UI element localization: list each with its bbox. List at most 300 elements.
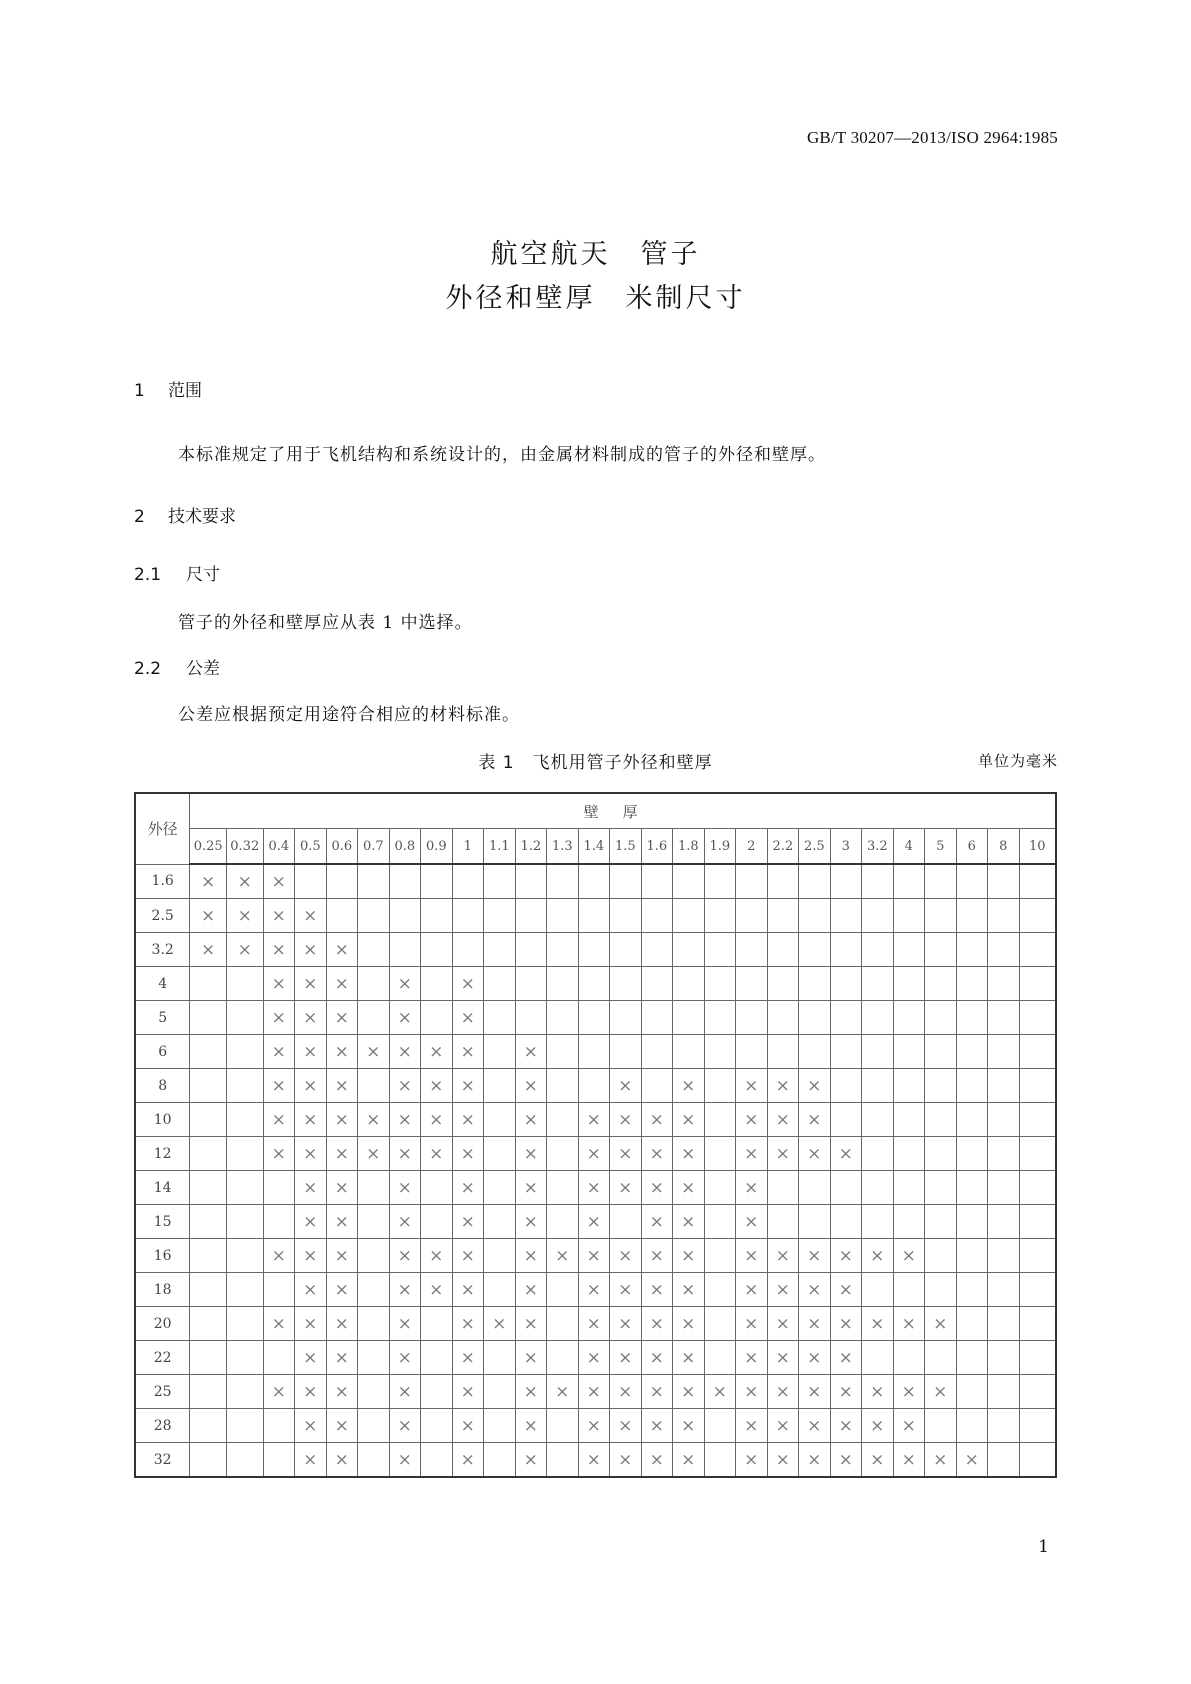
available-mark-cell: ×: [830, 1443, 862, 1478]
available-mark-cell: ×: [326, 1001, 358, 1035]
available-mark-cell: ×: [830, 1239, 862, 1273]
empty-cell: [295, 864, 327, 899]
empty-cell: [578, 1035, 610, 1069]
empty-cell: [547, 1341, 579, 1375]
section-2-2-body: 公差应根据预定用途符合相应的材料标准。: [178, 705, 520, 725]
empty-cell: [484, 1273, 516, 1307]
empty-cell: [484, 1103, 516, 1137]
empty-cell: [862, 1273, 894, 1307]
available-mark-cell: ×: [578, 1239, 610, 1273]
empty-cell: [925, 1171, 957, 1205]
available-mark-cell: ×: [295, 1171, 327, 1205]
wall-thickness-col-header: 8: [988, 829, 1020, 865]
empty-cell: [358, 864, 390, 899]
empty-cell: [610, 933, 642, 967]
available-mark-cell: ×: [389, 1443, 421, 1478]
available-mark-cell: ×: [673, 1409, 705, 1443]
empty-cell: [515, 1001, 547, 1035]
wall-thickness-col-header: 0.5: [295, 829, 327, 865]
empty-cell: [226, 1341, 263, 1375]
available-mark-cell: ×: [295, 1103, 327, 1137]
available-mark-cell: ×: [358, 1137, 390, 1171]
empty-cell: [610, 899, 642, 933]
available-mark-cell: ×: [326, 1069, 358, 1103]
empty-cell: [988, 1103, 1020, 1137]
available-mark-cell: ×: [610, 1171, 642, 1205]
empty-cell: [925, 1103, 957, 1137]
empty-cell: [578, 864, 610, 899]
empty-cell: [704, 1341, 736, 1375]
available-mark-cell: ×: [799, 1103, 831, 1137]
empty-cell: [736, 1035, 768, 1069]
table-row: [135, 899, 1056, 933]
empty-cell: [452, 933, 484, 967]
available-mark-cell: ×: [925, 1375, 957, 1409]
empty-cell: [988, 1001, 1020, 1035]
available-mark-cell: ×: [767, 1443, 799, 1478]
wall-thickness-col-header: 1.6: [641, 829, 673, 865]
empty-cell: [484, 1409, 516, 1443]
empty-cell: [925, 1069, 957, 1103]
empty-cell: [988, 1307, 1020, 1341]
available-mark-cell: ×: [736, 1307, 768, 1341]
available-mark-cell: ×: [673, 1375, 705, 1409]
available-mark-cell: ×: [389, 1103, 421, 1137]
available-mark-cell: ×: [295, 1205, 327, 1239]
empty-cell: [862, 1103, 894, 1137]
empty-cell: [704, 1103, 736, 1137]
available-mark-cell: ×: [515, 1205, 547, 1239]
wall-thickness-col-header: 0.32: [226, 829, 263, 865]
available-mark-cell: ×: [610, 1375, 642, 1409]
empty-cell: [1019, 899, 1056, 933]
available-mark-cell: ×: [326, 1273, 358, 1307]
available-mark-cell: ×: [673, 1443, 705, 1478]
empty-cell: [263, 1443, 295, 1478]
empty-cell: [988, 1409, 1020, 1443]
empty-cell: [925, 933, 957, 967]
available-mark-cell: ×: [295, 967, 327, 1001]
empty-cell: [641, 864, 673, 899]
empty-cell: [547, 899, 579, 933]
available-mark-cell: ×: [610, 1341, 642, 1375]
empty-cell: [1019, 1001, 1056, 1035]
wall-thickness-header: 壁厚: [190, 793, 1056, 829]
available-mark-cell: ×: [452, 1239, 484, 1273]
empty-cell: [956, 1341, 988, 1375]
available-mark-cell: ×: [641, 1205, 673, 1239]
empty-cell: [578, 1069, 610, 1103]
available-mark-cell: ×: [893, 1239, 925, 1273]
available-mark-cell: ×: [893, 1409, 925, 1443]
empty-cell: [358, 899, 390, 933]
available-mark-cell: ×: [610, 1273, 642, 1307]
empty-cell: [190, 1035, 227, 1069]
available-mark-cell: ×: [736, 1137, 768, 1171]
wall-thickness-col-header: 6: [956, 829, 988, 865]
empty-cell: [578, 899, 610, 933]
available-mark-cell: ×: [452, 1103, 484, 1137]
empty-cell: [190, 1409, 227, 1443]
empty-cell: [421, 933, 453, 967]
available-mark-cell: ×: [295, 1239, 327, 1273]
available-mark-cell: ×: [295, 1307, 327, 1341]
empty-cell: [988, 1443, 1020, 1478]
wall-thickness-col-header: 10: [1019, 829, 1056, 865]
empty-cell: [736, 864, 768, 899]
available-mark-cell: ×: [862, 1307, 894, 1341]
outer-diameter-header: 外径: [135, 793, 190, 864]
section-2-1-heading: [134, 560, 220, 585]
empty-cell: [484, 1443, 516, 1478]
available-mark-cell: ×: [515, 1069, 547, 1103]
empty-cell: [704, 1001, 736, 1035]
empty-cell: [988, 1273, 1020, 1307]
available-mark-cell: ×: [263, 1137, 295, 1171]
available-mark-cell: ×: [641, 1239, 673, 1273]
empty-cell: [893, 1171, 925, 1205]
empty-cell: [1019, 1273, 1056, 1307]
empty-cell: [1019, 1341, 1056, 1375]
empty-cell: [547, 933, 579, 967]
empty-cell: [925, 1239, 957, 1273]
empty-cell: [704, 1307, 736, 1341]
empty-cell: [673, 1001, 705, 1035]
empty-cell: [484, 1239, 516, 1273]
empty-cell: [547, 1001, 579, 1035]
available-mark-cell: ×: [641, 1341, 673, 1375]
outer-diameter-cell: 2.5: [135, 899, 190, 933]
empty-cell: [547, 1171, 579, 1205]
available-mark-cell: ×: [452, 1137, 484, 1171]
available-mark-cell: ×: [389, 1307, 421, 1341]
outer-diameter-cell: 5: [135, 1001, 190, 1035]
outer-diameter-cell: 3.2: [135, 933, 190, 967]
empty-cell: [956, 1239, 988, 1273]
empty-cell: [893, 1273, 925, 1307]
empty-cell: [767, 1171, 799, 1205]
outer-diameter-cell: 4: [135, 967, 190, 1001]
empty-cell: [736, 967, 768, 1001]
wall-thickness-col-header: 0.25: [190, 829, 227, 865]
wall-thickness-col-header: 2.5: [799, 829, 831, 865]
outer-diameter-cell: 18: [135, 1273, 190, 1307]
available-mark-cell: ×: [190, 864, 227, 899]
empty-cell: [484, 1171, 516, 1205]
available-mark-cell: ×: [799, 1137, 831, 1171]
empty-cell: [226, 967, 263, 1001]
available-mark-cell: ×: [799, 1069, 831, 1103]
empty-cell: [421, 864, 453, 899]
empty-cell: [956, 1273, 988, 1307]
empty-cell: [704, 1137, 736, 1171]
empty-cell: [704, 1171, 736, 1205]
available-mark-cell: ×: [389, 1375, 421, 1409]
empty-cell: [925, 1341, 957, 1375]
available-mark-cell: ×: [673, 1341, 705, 1375]
available-mark-cell: ×: [641, 1137, 673, 1171]
empty-cell: [704, 1035, 736, 1069]
empty-cell: [226, 1409, 263, 1443]
empty-cell: [704, 1273, 736, 1307]
available-mark-cell: ×: [767, 1307, 799, 1341]
table-row: [135, 1137, 1056, 1171]
available-mark-cell: ×: [767, 1137, 799, 1171]
empty-cell: [704, 1239, 736, 1273]
available-mark-cell: ×: [767, 1273, 799, 1307]
empty-cell: [226, 1375, 263, 1409]
empty-cell: [925, 1409, 957, 1443]
available-mark-cell: ×: [326, 1307, 358, 1341]
empty-cell: [893, 1035, 925, 1069]
empty-cell: [1019, 1239, 1056, 1273]
available-mark-cell: ×: [736, 1375, 768, 1409]
available-mark-cell: ×: [799, 1307, 831, 1341]
empty-cell: [830, 933, 862, 967]
available-mark-cell: ×: [515, 1341, 547, 1375]
available-mark-cell: ×: [263, 1375, 295, 1409]
available-mark-cell: ×: [452, 967, 484, 1001]
available-mark-cell: ×: [452, 1375, 484, 1409]
available-mark-cell: ×: [295, 933, 327, 967]
empty-cell: [578, 967, 610, 1001]
empty-cell: [704, 899, 736, 933]
empty-cell: [1019, 1375, 1056, 1409]
empty-cell: [263, 1273, 295, 1307]
available-mark-cell: ×: [736, 1069, 768, 1103]
available-mark-cell: ×: [578, 1137, 610, 1171]
available-mark-cell: ×: [610, 1239, 642, 1273]
table-row: [135, 1001, 1056, 1035]
available-mark-cell: ×: [767, 1409, 799, 1443]
available-mark-cell: ×: [389, 1069, 421, 1103]
empty-cell: [925, 864, 957, 899]
empty-cell: [358, 1409, 390, 1443]
empty-cell: [263, 1171, 295, 1205]
available-mark-cell: ×: [452, 1341, 484, 1375]
available-mark-cell: ×: [515, 1409, 547, 1443]
empty-cell: [862, 1069, 894, 1103]
empty-cell: [641, 1035, 673, 1069]
empty-cell: [988, 899, 1020, 933]
available-mark-cell: ×: [767, 1069, 799, 1103]
empty-cell: [988, 1375, 1020, 1409]
empty-cell: [767, 967, 799, 1001]
available-mark-cell: ×: [610, 1307, 642, 1341]
empty-cell: [673, 899, 705, 933]
section-title: 尺寸: [186, 565, 220, 585]
empty-cell: [190, 967, 227, 1001]
available-mark-cell: ×: [295, 1341, 327, 1375]
empty-cell: [226, 1103, 263, 1137]
available-mark-cell: ×: [452, 1409, 484, 1443]
wall-thickness-col-header: 1: [452, 829, 484, 865]
empty-cell: [988, 1035, 1020, 1069]
empty-cell: [1019, 933, 1056, 967]
available-mark-cell: ×: [263, 1239, 295, 1273]
empty-cell: [421, 1443, 453, 1478]
empty-cell: [358, 1443, 390, 1478]
available-mark-cell: ×: [578, 1307, 610, 1341]
empty-cell: [190, 1273, 227, 1307]
empty-cell: [421, 1375, 453, 1409]
empty-cell: [767, 1035, 799, 1069]
available-mark-cell: ×: [421, 1273, 453, 1307]
empty-cell: [893, 1205, 925, 1239]
empty-cell: [862, 1171, 894, 1205]
wall-thickness-col-header: 5: [925, 829, 957, 865]
empty-cell: [421, 1341, 453, 1375]
empty-cell: [956, 1035, 988, 1069]
available-mark-cell: ×: [326, 1035, 358, 1069]
outer-diameter-cell: 32: [135, 1443, 190, 1478]
empty-cell: [830, 1205, 862, 1239]
empty-cell: [610, 1205, 642, 1239]
empty-cell: [830, 1001, 862, 1035]
available-mark-cell: ×: [862, 1239, 894, 1273]
empty-cell: [704, 864, 736, 899]
empty-cell: [610, 864, 642, 899]
outer-diameter-cell: 14: [135, 1171, 190, 1205]
empty-cell: [452, 899, 484, 933]
empty-cell: [358, 967, 390, 1001]
empty-cell: [421, 1001, 453, 1035]
section-number: 2: [134, 507, 145, 527]
available-mark-cell: ×: [641, 1375, 673, 1409]
empty-cell: [956, 1375, 988, 1409]
available-mark-cell: ×: [263, 1069, 295, 1103]
available-mark-cell: ×: [389, 1035, 421, 1069]
empty-cell: [578, 933, 610, 967]
wall-thickness-col-header: 0.6: [326, 829, 358, 865]
section-number: 2.1: [134, 565, 162, 585]
empty-cell: [610, 967, 642, 1001]
available-mark-cell: ×: [673, 1273, 705, 1307]
available-mark-cell: ×: [673, 1239, 705, 1273]
empty-cell: [263, 1341, 295, 1375]
empty-cell: [956, 1137, 988, 1171]
available-mark-cell: ×: [862, 1409, 894, 1443]
wall-thickness-col-header: 1.9: [704, 829, 736, 865]
available-mark-cell: ×: [547, 1239, 579, 1273]
available-mark-cell: ×: [263, 1035, 295, 1069]
empty-cell: [358, 1205, 390, 1239]
available-mark-cell: ×: [389, 1341, 421, 1375]
empty-cell: [704, 1069, 736, 1103]
empty-cell: [547, 1137, 579, 1171]
available-mark-cell: ×: [578, 1443, 610, 1478]
empty-cell: [673, 864, 705, 899]
empty-cell: [389, 933, 421, 967]
available-mark-cell: ×: [736, 1409, 768, 1443]
empty-cell: [358, 1341, 390, 1375]
empty-cell: [421, 1409, 453, 1443]
available-mark-cell: ×: [578, 1409, 610, 1443]
empty-cell: [358, 1273, 390, 1307]
document-title-line2: 外径和壁厚 米制尺寸: [445, 283, 746, 314]
empty-cell: [704, 967, 736, 1001]
empty-cell: [190, 1375, 227, 1409]
available-mark-cell: ×: [226, 899, 263, 933]
available-mark-cell: ×: [295, 1069, 327, 1103]
available-mark-cell: ×: [736, 1443, 768, 1478]
empty-cell: [956, 1103, 988, 1137]
table-caption: 表 1 飞机用管子外径和壁厚: [478, 753, 713, 773]
outer-diameter-cell: 25: [135, 1375, 190, 1409]
empty-cell: [830, 899, 862, 933]
empty-cell: [547, 864, 579, 899]
empty-cell: [226, 1443, 263, 1478]
table-unit-note: 单位为毫米: [977, 752, 1058, 770]
available-mark-cell: ×: [736, 1273, 768, 1307]
available-mark-cell: ×: [830, 1375, 862, 1409]
empty-cell: [610, 1035, 642, 1069]
empty-cell: [799, 1001, 831, 1035]
available-mark-cell: ×: [736, 1341, 768, 1375]
available-mark-cell: ×: [673, 1171, 705, 1205]
available-mark-cell: ×: [673, 1137, 705, 1171]
available-mark-cell: ×: [641, 1307, 673, 1341]
available-mark-cell: ×: [830, 1137, 862, 1171]
empty-cell: [547, 1103, 579, 1137]
available-mark-cell: ×: [610, 1137, 642, 1171]
empty-cell: [547, 1069, 579, 1103]
available-mark-cell: ×: [799, 1273, 831, 1307]
available-mark-cell: ×: [263, 899, 295, 933]
wall-thickness-col-header: 0.9: [421, 829, 453, 865]
available-mark-cell: ×: [421, 1069, 453, 1103]
empty-cell: [988, 1137, 1020, 1171]
available-mark-cell: ×: [452, 1069, 484, 1103]
wall-thickness-col-header: 2.2: [767, 829, 799, 865]
available-mark-cell: ×: [295, 1443, 327, 1478]
empty-cell: [862, 864, 894, 899]
table-row: [135, 933, 1056, 967]
empty-cell: [1019, 1409, 1056, 1443]
wall-thickness-col-header: 1.5: [610, 829, 642, 865]
empty-cell: [799, 899, 831, 933]
section-title: 技术要求: [168, 507, 236, 527]
empty-cell: [484, 1001, 516, 1035]
empty-cell: [515, 933, 547, 967]
page-number: 1: [1038, 1537, 1049, 1557]
tube-size-table: [134, 792, 1057, 1478]
table-row: [135, 1035, 1056, 1069]
empty-cell: [830, 1171, 862, 1205]
empty-cell: [578, 1001, 610, 1035]
available-mark-cell: ×: [263, 1001, 295, 1035]
empty-cell: [893, 1001, 925, 1035]
table-row: [135, 1171, 1056, 1205]
available-mark-cell: ×: [830, 1307, 862, 1341]
available-mark-cell: ×: [226, 864, 263, 899]
section-2-1-body: 管子的外径和壁厚应从表 1 中选择。: [178, 613, 473, 633]
available-mark-cell: ×: [641, 1103, 673, 1137]
available-mark-cell: ×: [295, 899, 327, 933]
empty-cell: [358, 1375, 390, 1409]
empty-cell: [1019, 1103, 1056, 1137]
available-mark-cell: ×: [767, 1239, 799, 1273]
empty-cell: [767, 1001, 799, 1035]
empty-cell: [263, 1409, 295, 1443]
empty-cell: [893, 1069, 925, 1103]
wall-thickness-col-header: 1.4: [578, 829, 610, 865]
section-title: 范围: [168, 381, 202, 401]
available-mark-cell: ×: [673, 1205, 705, 1239]
empty-cell: [893, 933, 925, 967]
available-mark-cell: ×: [263, 1307, 295, 1341]
available-mark-cell: ×: [925, 1443, 957, 1478]
